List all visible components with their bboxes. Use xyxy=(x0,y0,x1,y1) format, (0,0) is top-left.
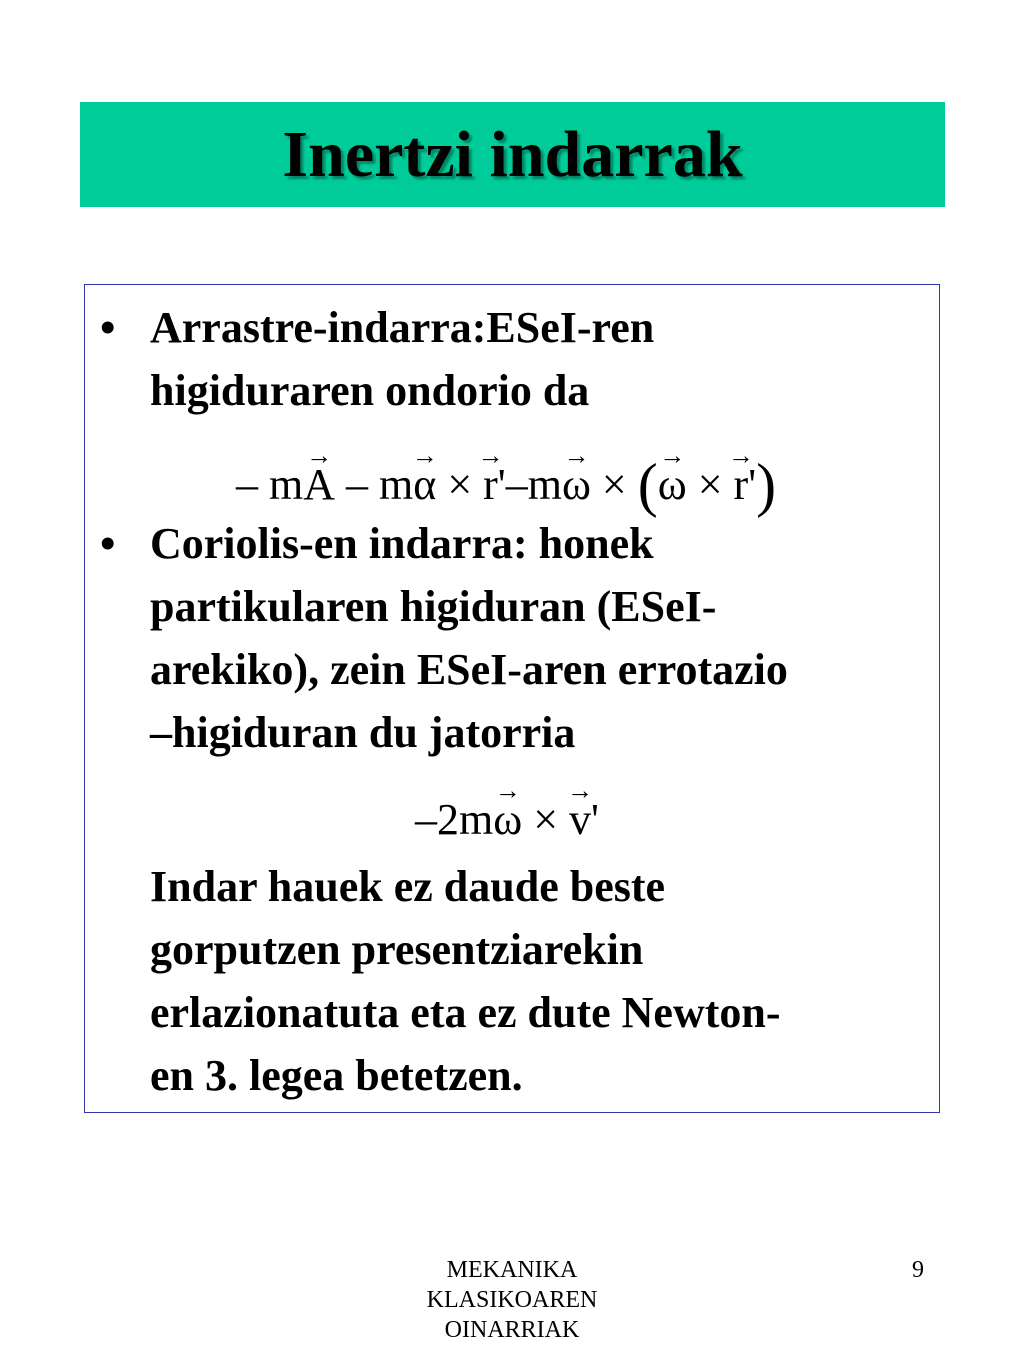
bullet-marker: • xyxy=(100,303,116,352)
bullet-marker: • xyxy=(100,519,116,568)
formula-text: × xyxy=(686,460,734,509)
footer-line: KLASIKOAREN xyxy=(426,1287,598,1313)
coriolis-formula xyxy=(415,795,599,844)
formula-text: ' xyxy=(591,795,599,844)
vector-omega: → ω xyxy=(658,463,687,507)
title-banner xyxy=(80,102,945,207)
paragraph-line: erlazionatuta eta ez dute Newton- xyxy=(150,988,781,1037)
vector-omega: → ω xyxy=(562,463,591,507)
closing-paragraph xyxy=(150,855,930,1107)
left-paren: ( xyxy=(637,452,658,518)
formula-text: '–m xyxy=(497,460,562,509)
drag-force-formula xyxy=(236,452,777,518)
bullet-line: partikularen higiduran (ESeI- xyxy=(150,582,717,631)
vector-r: → r xyxy=(734,463,749,507)
bullet-coriolis-force xyxy=(150,512,930,764)
vector-r: → r xyxy=(483,463,498,507)
bullet-line: –higiduran du jatorria xyxy=(150,708,576,757)
paragraph-line: gorputzen presentziarekin xyxy=(150,925,644,974)
bullet-line: higiduraren ondorio da xyxy=(150,366,590,415)
formula-text: – m xyxy=(236,460,304,509)
page-number: 9 xyxy=(912,1257,924,1283)
paragraph-line: en 3. legea betetzen. xyxy=(150,1051,523,1100)
formula-text: –2m xyxy=(415,795,494,844)
paragraph-line: Indar hauek ez daude beste xyxy=(150,862,666,911)
formula-text: × xyxy=(436,460,484,509)
formula-text: ' xyxy=(748,460,757,509)
vector-A: → A xyxy=(303,463,335,507)
bullet-drag-force xyxy=(150,296,930,422)
formula-text: – m xyxy=(335,460,414,509)
slide-title: Inertzi indarrak xyxy=(282,117,743,191)
vector-omega: → ω xyxy=(493,798,522,842)
bullet-line: Arrastre-indarra:ESeI-ren xyxy=(150,303,655,352)
footer-line: OINARRIAK xyxy=(444,1317,580,1343)
formula-text: × xyxy=(590,460,638,509)
vector-v: → v xyxy=(569,798,591,842)
footer-line: MEKANIKA xyxy=(446,1257,578,1283)
right-paren: ) xyxy=(756,452,777,518)
formula-text: × xyxy=(522,795,570,844)
vector-alpha: → α xyxy=(413,463,436,507)
footer-course-title xyxy=(412,1255,612,1345)
bullet-line: Coriolis-en indarra: honek xyxy=(150,519,654,568)
bullet-line: arekiko), zein ESeI-aren errotazio xyxy=(150,645,788,694)
